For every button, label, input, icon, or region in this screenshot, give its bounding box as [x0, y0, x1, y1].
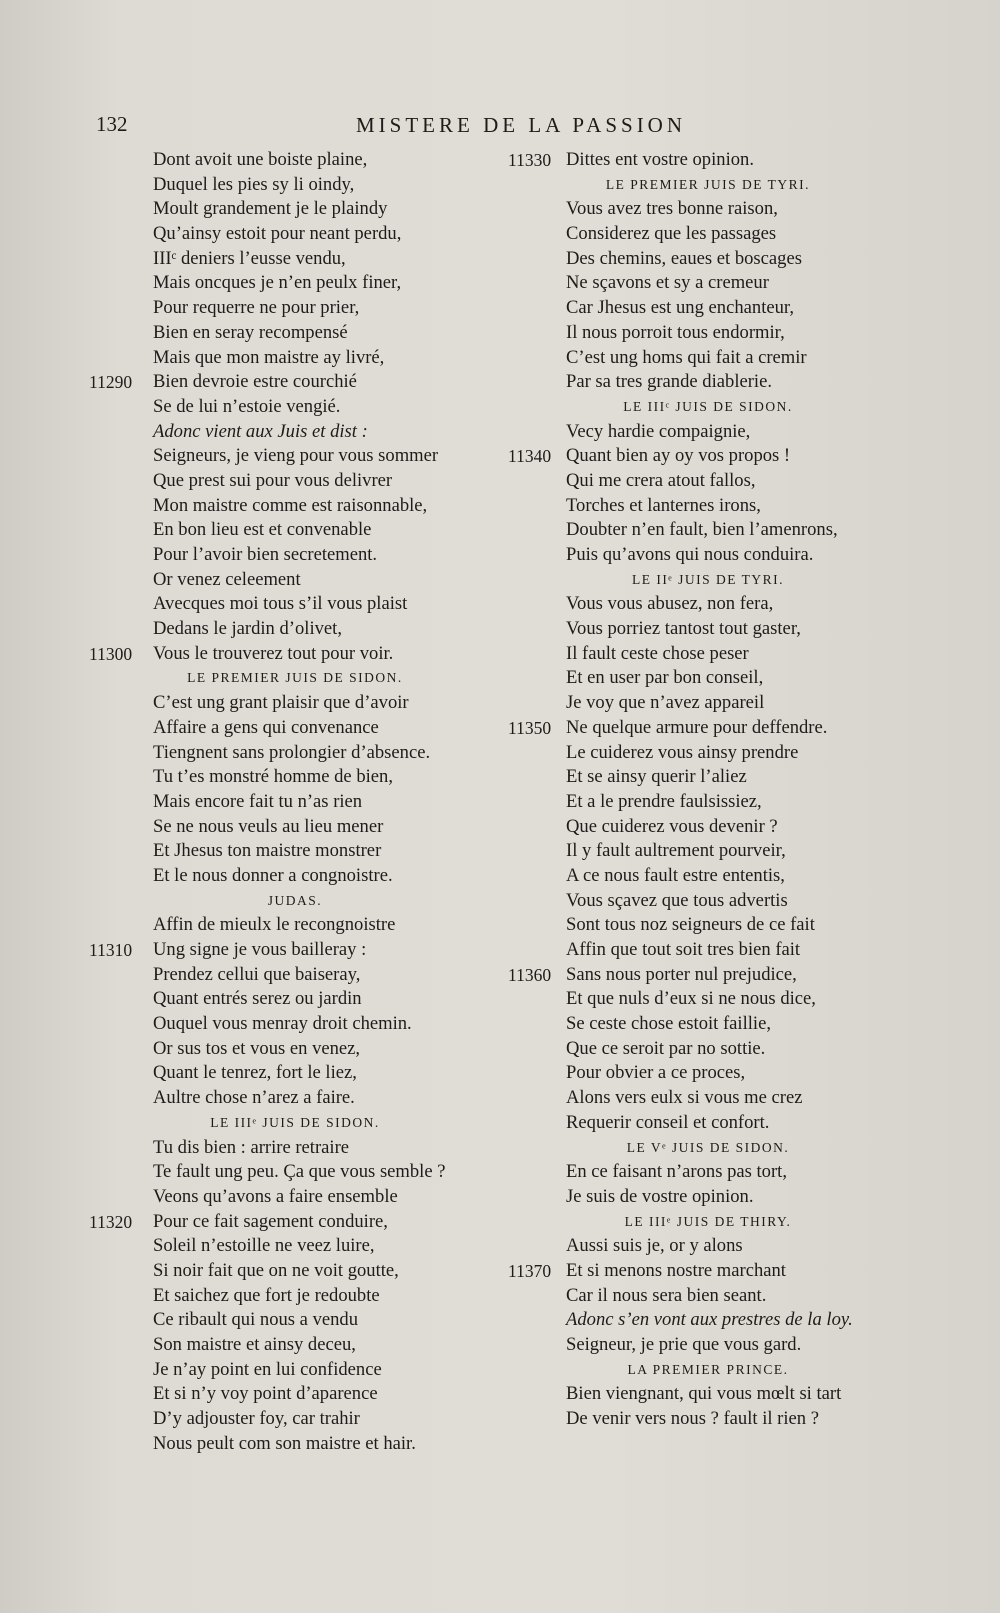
line-text: LA PREMIER PRINCE. — [627, 1361, 789, 1377]
speaker-name — [508, 173, 908, 198]
line-text: Et si menons nostre marchant — [566, 1259, 786, 1281]
verse-line — [95, 469, 495, 494]
line-text: Son maistre et ainsy deceu, — [153, 1334, 356, 1355]
verse-line — [508, 1382, 908, 1407]
line-text: Considerez que les passages — [566, 223, 777, 245]
line-text: Aultre chose n’arez a faire. — [153, 1087, 355, 1109]
line-text: JUDAS. — [267, 892, 323, 908]
running-title: MISTERE DE LA PASSION — [356, 113, 687, 137]
verse-line — [95, 1432, 495, 1457]
line-text: Affin que tout soit tres bien fait — [566, 939, 801, 960]
line-text: Nous peult com son maistre et hair. — [153, 1432, 416, 1454]
verse-line — [95, 1407, 495, 1432]
line-text: Dedans le jardin d’olivet, — [153, 618, 342, 640]
line-text: Tu t’es monstré homme de bien, — [153, 766, 393, 788]
verse-line — [508, 494, 908, 519]
verse-line — [95, 1136, 495, 1161]
verse-line — [95, 543, 495, 568]
verse-line — [508, 247, 908, 272]
line-text: Et saichez que fort je redoubte — [153, 1284, 380, 1306]
speaker-name — [95, 1111, 495, 1136]
line-number: 11300 — [89, 643, 133, 664]
verse-line — [508, 271, 908, 296]
verse-line — [508, 765, 908, 790]
line-text: Qui me crera atout fallos, — [566, 469, 756, 491]
line-text: Sans nous porter nul prejudice, — [566, 963, 797, 985]
line-number: 11330 — [508, 150, 552, 170]
line-text: LE IIIᵉ JUIS DE SIDON. — [210, 1114, 380, 1130]
line-text: Des chemins, eaues et boscages — [566, 247, 802, 269]
verse-line — [508, 938, 908, 963]
verse-line — [95, 790, 495, 815]
line-text: Requerir conseil et confort. — [566, 1111, 770, 1133]
line-number: 11310 — [89, 940, 133, 960]
verse-line — [95, 1358, 495, 1383]
verse-line — [95, 1308, 495, 1333]
page-header — [0, 112, 1000, 142]
verse-line — [508, 642, 908, 667]
line-text: Il y fault aultrement pourveir, — [566, 840, 786, 862]
verse-line — [95, 321, 495, 346]
verse-line — [95, 765, 495, 790]
verse-line — [89, 1210, 495, 1235]
verse-line — [508, 1111, 908, 1136]
verse-line — [508, 1086, 908, 1111]
line-text: C’est ung grant plaisir que d’avoir — [153, 692, 409, 714]
verse-line — [508, 148, 908, 173]
verse-line — [508, 346, 908, 371]
verse-line — [95, 716, 495, 741]
verse-line — [95, 518, 495, 543]
verse-line — [95, 1012, 495, 1037]
verse-line — [508, 444, 908, 469]
speaker-name — [508, 568, 908, 593]
line-text: Et Jhesus ton maistre monstrer — [153, 840, 382, 862]
verse-line — [508, 1012, 908, 1037]
speaker-name — [95, 666, 495, 691]
line-text: Te fault ung peu. Ça que vous semble ? — [153, 1161, 446, 1183]
line-text: LE IIIᶜ JUIS DE SIDON. — [623, 398, 793, 414]
line-text: Et que nuls d’eux si ne nous dice, — [566, 988, 816, 1010]
speaker-name — [508, 1210, 908, 1235]
verse-line — [89, 938, 495, 963]
line-text: Adonc vient aux Juis et dist : — [153, 420, 368, 442]
verse-line — [95, 815, 495, 840]
verse-line — [95, 1234, 495, 1259]
line-text: Affaire a gens qui convenance — [153, 716, 379, 738]
verse-line — [508, 321, 908, 346]
line-number: 11320 — [89, 1211, 133, 1232]
line-text: Et se ainsy querir l’aliez — [566, 766, 747, 788]
page-number: 132 — [96, 112, 128, 136]
line-text: Que prest sui pour vous delivrer — [153, 469, 393, 491]
verse-line — [95, 1382, 495, 1407]
line-text: Dittes ent vostre opinion. — [566, 149, 754, 170]
line-text: Ung signe je vous bailleray : — [153, 939, 367, 960]
line-text: Si noir fait que on ne voit goutte, — [153, 1259, 399, 1281]
line-text: Vecy hardie compaignie, — [566, 420, 751, 442]
verse-line — [508, 839, 908, 864]
verse-line — [95, 1086, 495, 1111]
line-text: Alons vers eulx si vous me crez — [566, 1087, 803, 1109]
line-text: Or sus tos et vous en venez, — [153, 1037, 361, 1059]
line-text: IIIᶜ deniers l’eusse vendu, — [153, 247, 346, 269]
verse-line — [95, 741, 495, 766]
line-text: Et a le prendre faulsissiez, — [566, 790, 762, 812]
verse-line — [95, 222, 495, 247]
verse-line — [508, 518, 908, 543]
verse-line — [95, 1284, 495, 1309]
line-text: Doubter n’en fault, bien l’amenrons, — [566, 519, 838, 541]
verse-line — [95, 1160, 495, 1185]
verse-line — [508, 666, 908, 691]
verse-line — [508, 987, 908, 1012]
line-text: Vous le trouverez tout pour voir. — [153, 642, 394, 664]
line-text: Tiengnent sans prolongier d’absence. — [153, 741, 431, 763]
verse-line — [95, 247, 495, 272]
line-text: Duquel les pies sy li oindy, — [153, 173, 355, 195]
verse-line — [508, 1333, 908, 1358]
line-text: Il fault ceste chose peser — [566, 642, 749, 664]
line-number: 11340 — [508, 446, 552, 467]
stage-direction — [508, 1308, 908, 1333]
line-text: Quant le tenrez, fort le liez, — [153, 1062, 357, 1084]
verse-line — [95, 395, 495, 420]
verse-line — [508, 296, 908, 321]
verse-line — [95, 592, 495, 617]
line-text: Je n’ay point en lui confidence — [153, 1358, 382, 1380]
line-number: 11290 — [89, 372, 133, 393]
verse-line — [508, 222, 908, 247]
verse-line — [508, 370, 908, 395]
line-text: Pour ce fait sagement conduire, — [153, 1210, 388, 1232]
verse-line — [508, 815, 908, 840]
line-text: Vous vous abusez, non fera, — [566, 593, 774, 615]
verse-line — [508, 1185, 908, 1210]
verse-line — [508, 1284, 908, 1309]
verse-line — [95, 148, 495, 173]
verse-line — [508, 617, 908, 642]
line-text: Mais oncques je n’en peulx finer, — [153, 272, 402, 294]
line-text: Car il nous sera bien seant. — [566, 1284, 767, 1306]
line-text: LE IIIᵉ JUIS DE THIRY. — [624, 1213, 792, 1229]
verse-line — [508, 790, 908, 815]
line-text: Bien devroie estre courchié — [153, 371, 357, 393]
verse-line — [95, 1037, 495, 1062]
line-text: Soleil n’estoille ne veez luire, — [153, 1235, 375, 1257]
line-text: Ouquel vous menray droit chemin. — [153, 1013, 412, 1035]
right-column — [508, 148, 908, 1432]
line-text: D’y adjouster foy, car trahir — [153, 1408, 360, 1430]
line-text: Moult grandement je le plaindy — [153, 198, 388, 220]
line-text: Ce ribault qui nous a vendu — [153, 1309, 359, 1331]
line-text: Mon maistre comme est raisonnable, — [153, 494, 428, 516]
line-text: Que ce seroit par no sottie. — [566, 1037, 766, 1059]
verse-line — [508, 1407, 908, 1432]
verse-line — [95, 197, 495, 222]
line-text: Et en user par bon conseil, — [566, 667, 764, 689]
line-text: Pour requerre ne pour prier, — [153, 297, 360, 319]
line-text: Bien viengnant, qui vous mœlt si tart — [566, 1383, 842, 1405]
line-text: Que cuiderez vous devenir ? — [566, 815, 778, 837]
line-text: Ne sçavons et sy a cremeur — [566, 272, 769, 294]
verse-line — [508, 889, 908, 914]
verse-line — [95, 691, 495, 716]
verse-line — [95, 1185, 495, 1210]
verse-line — [508, 1160, 908, 1185]
verse-line — [95, 617, 495, 642]
line-text: Sont tous noz seigneurs de ce fait — [566, 914, 815, 936]
line-text: Vous sçavez que tous advertis — [566, 889, 788, 911]
line-text: Quant entrés serez ou jardin — [153, 988, 362, 1010]
verse-line — [95, 296, 495, 321]
speaker-name — [95, 889, 495, 914]
line-text: Torches et lanternes irons, — [566, 494, 761, 516]
line-text: Par sa tres grande diablerie. — [566, 371, 772, 393]
verse-line — [95, 444, 495, 469]
verse-line — [508, 592, 908, 617]
verse-line — [508, 197, 908, 222]
verse-line — [95, 494, 495, 519]
speaker-name — [508, 395, 908, 420]
verse-line — [89, 642, 495, 667]
left-column — [89, 148, 495, 1456]
line-text: Or venez celeement — [153, 568, 301, 590]
line-text: En bon lieu est et convenable — [153, 519, 372, 541]
verse-line — [508, 1259, 908, 1284]
verse-line — [89, 370, 495, 395]
verse-line — [508, 469, 908, 494]
verse-line — [95, 1259, 495, 1284]
line-text: Veons qu’avons a faire ensemble — [153, 1185, 398, 1207]
line-text: Se ne nous veuls au lieu mener — [153, 815, 384, 837]
line-text: Ne quelque armure pour deffendre. — [566, 716, 828, 738]
line-text: Puis qu’avons qui nous conduira. — [566, 544, 814, 565]
line-text: Car Jhesus est ung enchanteur, — [566, 297, 795, 319]
line-text: Mais que mon maistre ay livré, — [153, 346, 385, 368]
line-text: LE Vᵉ JUIS DE SIDON. — [626, 1139, 790, 1155]
line-text: A ce nous fault estre ententis, — [566, 864, 785, 886]
verse-line — [508, 913, 908, 938]
verse-line — [95, 987, 495, 1012]
speaker-name — [508, 1136, 908, 1161]
verse-line — [95, 346, 495, 371]
line-text: Il nous porroit tous endormir, — [566, 321, 785, 343]
verse-line — [508, 1037, 908, 1062]
line-text: Se de lui n’estoie vengié. — [153, 395, 341, 417]
line-text: Pour obvier a ce proces, — [566, 1062, 746, 1084]
line-text: Avecques moi tous s’il vous plaist — [153, 593, 408, 615]
line-text: Tu dis bien : arrire retraire — [153, 1136, 350, 1158]
line-text: Et si n’y voy point d’aparence — [153, 1383, 378, 1405]
line-number: 11370 — [508, 1260, 552, 1281]
line-text: Seigneur, je prie que vous gard. — [566, 1334, 802, 1355]
verse-line — [95, 568, 495, 593]
line-text: Prendez cellui que baiseray, — [153, 963, 361, 985]
verse-line — [95, 839, 495, 864]
line-text: C’est ung homs qui fait a cremir — [566, 346, 807, 368]
verse-line — [95, 864, 495, 889]
line-text: Je suis de vostre opinion. — [566, 1185, 754, 1207]
verse-line — [508, 741, 908, 766]
verse-line — [508, 420, 908, 445]
line-text: Se ceste chose estoit faillie, — [566, 1013, 771, 1035]
verse-line — [508, 1234, 908, 1259]
verse-line — [95, 1333, 495, 1358]
verse-line — [95, 963, 495, 988]
line-text: Affin de mieulx le recongnoistre — [153, 914, 396, 936]
line-text: Dont avoit une boiste plaine, — [153, 149, 368, 170]
line-text: Vous avez tres bonne raison, — [566, 198, 778, 220]
line-text: Pour l’avoir bien secretement. — [153, 544, 378, 565]
line-text: Vous porriez tantost tout gaster, — [566, 618, 801, 640]
line-text: En ce faisant n’arons pas tort, — [566, 1161, 787, 1183]
line-number: 11360 — [508, 964, 552, 985]
verse-line — [95, 173, 495, 198]
verse-line — [508, 1061, 908, 1086]
line-text: Qu’ainsy estoit pour neant perdu, — [153, 223, 402, 245]
line-text: Aussi suis je, or y alons — [566, 1235, 743, 1257]
line-text: Mais encore fait tu n’as rien — [153, 790, 363, 812]
verse-line — [95, 271, 495, 296]
verse-line — [508, 716, 908, 741]
line-text: Et le nous donner a congnoistre. — [153, 864, 393, 886]
line-text: Seigneurs, je vieng pour vous sommer — [153, 445, 439, 467]
verse-line — [95, 913, 495, 938]
line-text: Adonc s’en vont aux prestres de la loy. — [566, 1309, 853, 1331]
line-text: Quant bien ay oy vos propos ! — [566, 445, 791, 467]
verse-line — [508, 543, 908, 568]
line-text: Bien en seray recompensé — [153, 321, 348, 343]
stage-direction — [95, 420, 495, 445]
verse-line — [508, 864, 908, 889]
verse-line — [508, 963, 908, 988]
speaker-name — [508, 1358, 908, 1383]
line-text: Le cuiderez vous ainsy prendre — [566, 741, 799, 763]
line-text: Je voy que n’avez appareil — [566, 692, 765, 714]
line-text: De venir vers nous ? fault il rien ? — [566, 1408, 819, 1430]
line-number: 11350 — [508, 717, 552, 738]
verse-line — [508, 691, 908, 716]
line-text: LE IIᵉ JUIS DE TYRI. — [631, 571, 785, 587]
line-text: LE PREMIER JUIS DE SIDON. — [187, 670, 403, 686]
line-text: LE PREMIER JUIS DE TYRI. — [605, 176, 811, 192]
verse-line — [95, 1061, 495, 1086]
